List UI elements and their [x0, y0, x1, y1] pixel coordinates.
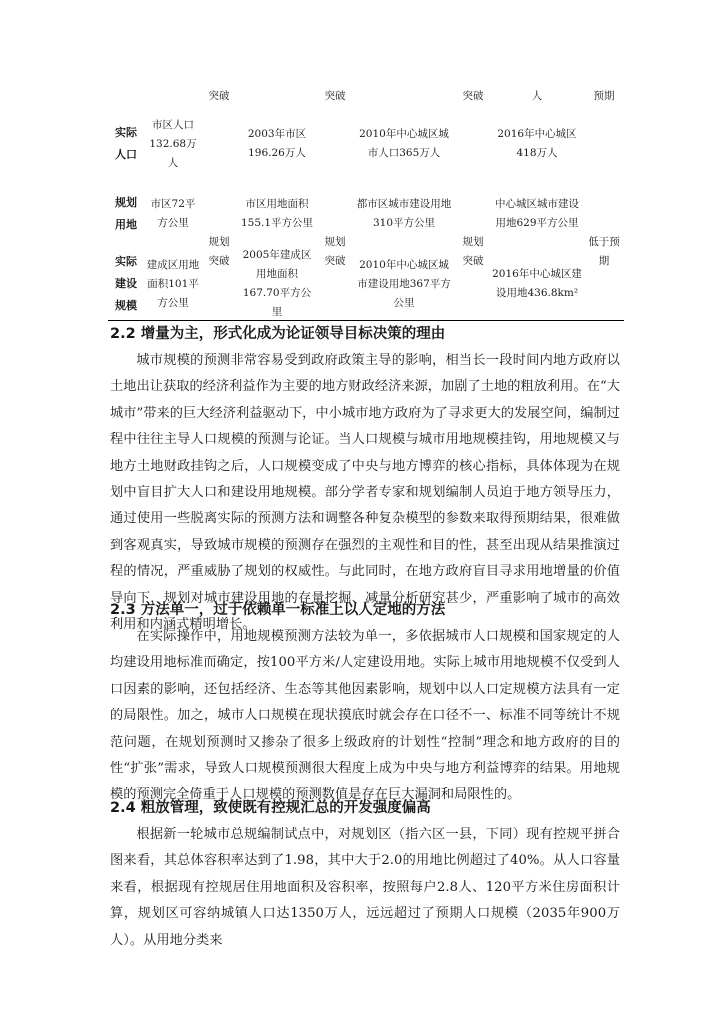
- section-heading-2-4: 2.4 粗放管理，致使既有控规汇总的开发强度偏高: [110, 800, 431, 816]
- table-cell: [144, 88, 202, 106]
- table-row: [108, 106, 624, 182]
- table-cell: 都市区城市建设用地310平方公里: [356, 198, 452, 229]
- table-cell: [236, 88, 318, 106]
- table-cell-merged: 规划突破: [208, 236, 230, 267]
- table-cell: [584, 106, 624, 182]
- table-cell: 人: [531, 90, 543, 102]
- table-cell: 预期: [593, 90, 615, 102]
- table-cell: [202, 106, 236, 182]
- planning-comparison-table: [108, 88, 624, 322]
- section-heading-2-3: 2.3 方法单一，过于依赖单一标准上以人定地的方法: [110, 602, 446, 618]
- table-cell: 2016年中心城区418万人: [497, 128, 577, 159]
- table-cell: [456, 106, 490, 182]
- table-cell: 2016年中心城区建设用地436.8km²: [492, 268, 582, 299]
- row-header: 实际人口: [115, 126, 137, 161]
- row-header: 实际建设规模: [115, 255, 137, 312]
- table-cell: [352, 88, 456, 106]
- table-cell: 建成区用地面积101平方公里: [146, 258, 200, 309]
- table-bottom-rule: [108, 320, 624, 321]
- table-cell: 市区人口132.68万人: [149, 118, 197, 169]
- table-cell: [318, 106, 352, 182]
- table-cell: [108, 88, 144, 106]
- table-cell: 突破: [462, 90, 484, 102]
- table-cell: 2010年中心城区城市人口365万人: [359, 128, 449, 159]
- paragraph-2-4: 根据新一轮城市总规编制试点中，对规划区（指六区一县，下同）现有控规平拼合图来看，其总体容积率达到了1.98，其中大于2.0的用地比例超过了40%。从人口容量来看，根据现有控规居住用地面积及容积率，按照每户2.8人、120平方米住房面积计算，规划区可容纳城镇人口达1350万人，远远超过了预期人口规模（2035年900万人）。从用地分类来: [110, 827, 620, 948]
- table-cell: 市区72平方公里: [150, 198, 196, 229]
- table-cell: 突破: [208, 90, 230, 102]
- table-cell: 2005年建成区用地面积167.70平方公里: [242, 249, 312, 318]
- table-cell: 2003年市区196.26万人: [247, 128, 307, 159]
- table-cell: 市区用地面积155.1平方公里: [240, 198, 314, 229]
- paragraph-2-2: 城市规模的预测非常容易受到政府政策主导的影响，相当长一段时间内地方政府以土地出让获取的经济利益作为主要的地方财政经济来源，加剧了土地的粗放利用。在“大城市”带来的巨大经济利益驱动下，中小城市地方政府为了寻求更大的发展空间，编制过程中往往主导人口规模的预测与论证。当人口规模与城市用地规模挂钩，用地规模又与地方土地财政挂钩之后，人口规模变成了中央与地方博弈的核心指标，具体体现为在规划中盲目扩大人口和建设用地规模。部分学者专家和规划编制人员迫于地方领导压力，通过使用一些脱离实际的预测方法和调整各种复杂模型的参数来取得预期结果，很难做到客观真实，导致城市规模的预测存在强烈的主观性和目的性，甚至出现从结果推演过程的情况，严重威胁了规划的权威性。与此同时，在地方政府盲目寻求用地增量的价值导向下，规划对城市建设用地的存量挖掘、减量分析研究甚少，严重影响了城市的高效利用和内涵式精明增长。: [110, 353, 620, 633]
- paragraph-2-3: 在实际操作中，用地规模预测方法较为单一，多依据城市人口规模和国家规定的人均建设用地标准而确定，按100平方米/人定建设用地。实际上城市用地规模不仅受到人口因素的影响，还包括经济、生态等其他因素影响，规划中以人口定规模方法具有一定的局限性。加之，城市人口规模在现状摸底时就会存在口径不一、标准不同等统计不规范问题，在规划预测时又掺杂了很多上级政府的计划性“控制”理念和地方政府的目的性“扩张”需求，导致人口规模预测很大程度上成为中央与地方利益博弈的结果。用地规模的预测完全倚重于人口规模的预测数值是存在巨大漏洞和局限性的。: [110, 629, 620, 803]
- section-heading-2-2: 2.2 增量为主，形式化成为论证领导目标决策的理由: [110, 326, 446, 342]
- table-cell-merged: 规划突破: [462, 236, 484, 267]
- row-header: 规划用地: [115, 196, 137, 231]
- table-row: [108, 88, 624, 106]
- table-cell: 2010年中心城区城市建设用地367平方公里: [357, 258, 451, 309]
- table-row: [108, 182, 624, 246]
- table-row: [108, 246, 624, 322]
- table-cell-merged: 规划突破: [324, 236, 346, 267]
- table-cell: 突破: [324, 90, 346, 102]
- table-cell-merged: 低于预期: [588, 236, 620, 267]
- table-cell: 中心城区城市建设用地629平方公里: [495, 198, 579, 229]
